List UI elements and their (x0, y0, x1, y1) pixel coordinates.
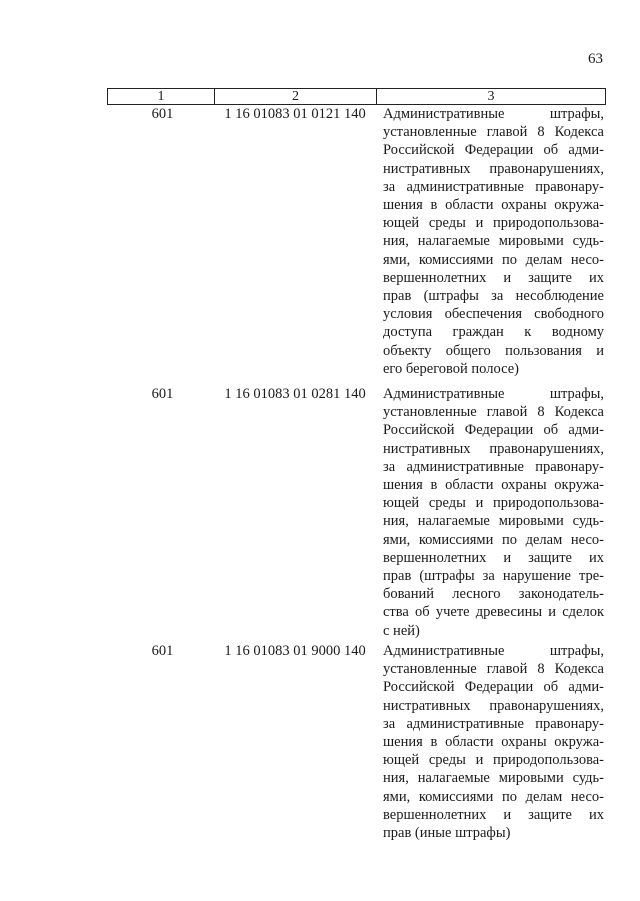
description-line: Российской Федерации об адми- (383, 142, 604, 159)
description-line: доступа граждан к водному (383, 324, 604, 341)
description-line: прав (штрафы за несоблюдение (383, 288, 604, 305)
description-line: шения в области охраны окружа- (383, 197, 604, 214)
table-row (107, 642, 606, 842)
description-line: ющей среды и природопользова- (383, 752, 604, 769)
description-line: ния, налагаемые мировыми судь- (383, 770, 604, 787)
description-line: за административные правонару- (383, 715, 604, 732)
description-line: вершеннолетних и защите их (383, 269, 604, 286)
description-line: вершеннолетних и защите их (383, 806, 604, 823)
description-line: вершеннолетних и защите их (383, 549, 604, 566)
admin-code-cell: 601 (151, 386, 174, 402)
description-line: установленные главой 8 Кодекса (383, 661, 604, 678)
description-line: нистративных правонарушениях, (383, 160, 604, 177)
description-line: установленные главой 8 Кодекса (383, 124, 604, 141)
description-line: за административные правонару- (383, 178, 604, 195)
admin-code-cell: 601 (151, 643, 174, 659)
description-line: ющей среды и природопользова- (383, 215, 604, 232)
description-line: прав (штрафы за нарушение тре- (383, 568, 604, 585)
description-line: нистративных правонарушениях, (383, 697, 604, 714)
description-line: ния, налагаемые мировыми судь- (383, 233, 604, 250)
description-line: за административные правонару- (383, 458, 604, 475)
table-row (107, 385, 606, 640)
admin-code-cell: 601 (151, 106, 174, 122)
description-line: ния, налагаемые мировыми судь- (383, 513, 604, 530)
description-line: шения в области охраны окружа- (383, 734, 604, 751)
description-line: ства об учете древесины и сделок (383, 604, 604, 621)
description-line: объекту общего пользования и (383, 342, 604, 359)
description-cell (376, 105, 606, 378)
description-cell (376, 385, 606, 640)
description-line: Российской Федерации об адми- (383, 679, 604, 696)
column-header-3: 3 (487, 89, 495, 104)
table-header (107, 88, 606, 105)
description-line: шения в области охраны окружа- (383, 477, 604, 494)
description-line: Административные штрафы, (383, 106, 604, 122)
description-line: установленные главой 8 Кодекса (383, 404, 604, 421)
description-line: его береговой полосе) (383, 360, 519, 377)
column-header-1: 1 (108, 89, 215, 104)
description-line: Российской Федерации об адми- (383, 422, 604, 439)
description-line: ющей среды и природопользова- (383, 495, 604, 512)
description-line: условия обеспечения свободного (383, 306, 604, 323)
column-header-2: 2 (215, 89, 377, 104)
kbk-code-cell: 1 16 01083 01 9000 140 (224, 643, 366, 659)
description-line: Административные штрафы, (383, 643, 604, 659)
description-cell (376, 642, 606, 842)
kbk-code-cell: 1 16 01083 01 0121 140 (224, 106, 366, 122)
description-line: бований лесного законодатель- (383, 586, 604, 603)
page-number: 63 (588, 51, 603, 67)
description-line: ями, комиссиями по делам несо- (383, 531, 604, 548)
description-line: прав (иные штрафы) (383, 825, 511, 842)
table-row (107, 105, 606, 378)
kbk-code-cell: 1 16 01083 01 0281 140 (224, 386, 366, 402)
description-line: ями, комиссиями по делам несо- (383, 251, 604, 268)
description-line: Административные штрафы, (383, 386, 604, 402)
description-line: нистративных правонарушениях, (383, 440, 604, 457)
description-line: ями, комиссиями по делам несо- (383, 788, 604, 805)
description-line: с ней) (383, 622, 420, 639)
